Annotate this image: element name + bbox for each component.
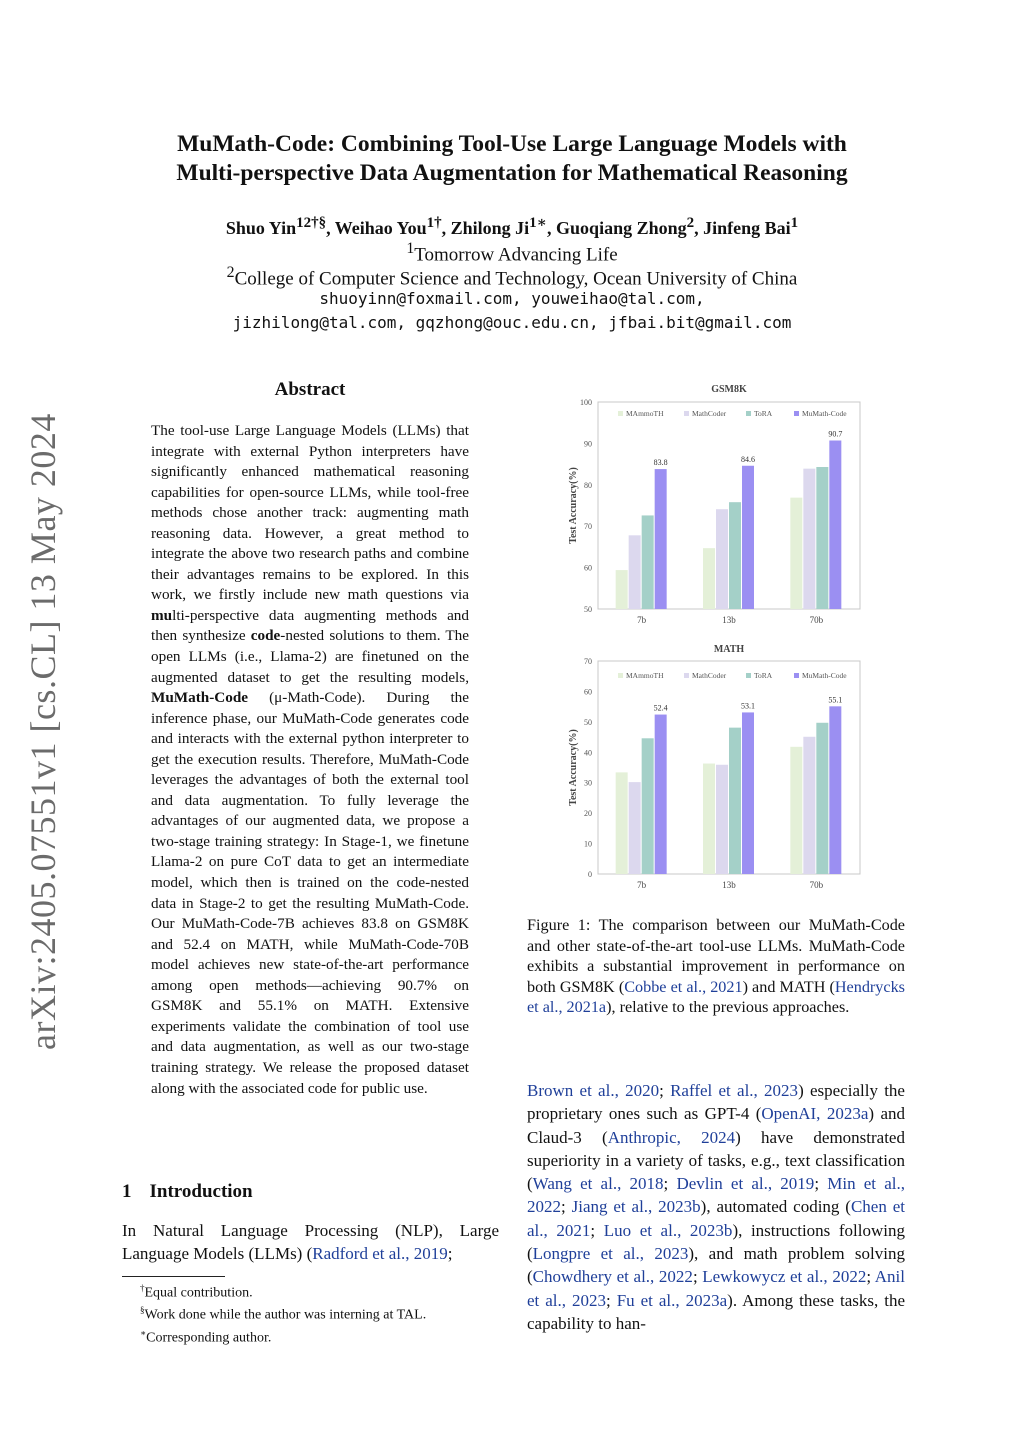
citation-link[interactable]: Longpre et al., 2023 <box>532 1244 689 1264</box>
gsm8k-chart <box>568 384 860 625</box>
bar-tora <box>642 515 654 609</box>
legend-swatch <box>794 673 799 678</box>
citation-link[interactable]: Anthropic, 2024 <box>607 1127 736 1147</box>
y-tick-label: 10 <box>584 839 592 849</box>
citation-link[interactable]: OpenAI, 2023a <box>761 1104 869 1124</box>
footnote-rule <box>122 1276 225 1277</box>
body-text: ), automated coding ( <box>700 1197 851 1217</box>
figure-caption <box>527 915 905 1018</box>
abstract-text: lti-perspective data augmenting methods and then synthesize <box>151 606 469 645</box>
y-axis-label: Test Accuracy(%) <box>568 467 579 544</box>
y-tick-label: 100 <box>580 398 592 407</box>
figure-1-charts <box>556 380 916 900</box>
footnotes <box>140 1280 500 1347</box>
author-name: Shuo Yin <box>225 218 297 238</box>
author-name: Weihao You <box>334 218 427 238</box>
citation-link[interactable]: Luo et al., 2023b <box>603 1220 733 1240</box>
footnote-mark: § <box>140 1305 145 1316</box>
bar-tora <box>642 738 654 874</box>
legend-swatch <box>746 411 751 416</box>
legend-label: MuMath-Code <box>802 671 847 680</box>
legend-swatch <box>684 411 689 416</box>
citation-link[interactable]: Anil et al., 2023 <box>527 1267 905 1310</box>
y-tick-label: 70 <box>584 522 592 532</box>
right-column-paragraph <box>527 1079 905 1335</box>
y-tick-label: 60 <box>584 687 592 697</box>
footnote-mark: † <box>140 1283 145 1293</box>
body-text: ) especially the proprietary ones such as GPT-4 ( <box>527 1081 905 1124</box>
body-text: ), instructions following ( <box>527 1220 905 1264</box>
body-text: ; <box>606 1290 617 1310</box>
legend-swatch <box>684 673 689 678</box>
intro-text: In Natural Language Processing (NLP), Large Language Models (LLMs) ( <box>122 1221 499 1264</box>
body-text: ), and math problem solving ( <box>527 1244 905 1287</box>
caption-text: ), relative to the previous approaches. <box>606 998 850 1017</box>
abstract-text: (μ-Math-Code). During the inference phase, our MuMath-Code generates code and interacts with the external python interpreter to get the execution results. Therefore, MuMath-Code leverages the advantages of both the external tool and data augmentation. To fully leverage the advantages of our augmented data, we propose a two-stage training strategy: In Stage-1, we finetune Llama-2 on pure CoT data to get an intermediate model, which then is trained on the code-nested data in Stage-2 to get the resulting MuMath-Code. Our MuMath-Code-7B achieves 83.8 on GSM8K and 52.4 on MATH, while MuMath-Code-70B model achieves new state-of-the-art performance among open methods—achieving 90.7% on GSM8K and 55.1% on MATH. Extensive experiments validate the combination of tool use and data augmentation, as well as our two-stage training strategy. We release the proposed dataset along with the associated code for public use. <box>151 689 469 1097</box>
bar-tora <box>729 502 741 609</box>
chart-title: GSM8K <box>711 384 747 395</box>
author-sup: 2 <box>686 215 695 231</box>
y-tick-label: 20 <box>584 809 592 819</box>
data-label: 83.8 <box>653 458 668 468</box>
data-label: 53.1 <box>741 701 755 711</box>
legend-label: ToRA <box>754 409 773 418</box>
legend-label: MAmmoTH <box>626 671 664 680</box>
body-text: ; <box>590 1220 604 1240</box>
bar-mathcoder <box>803 469 815 609</box>
data-label: 90.7 <box>828 429 843 439</box>
body-text: ; <box>561 1197 572 1217</box>
bar-mumath-code <box>829 441 841 609</box>
title-line-2: Multi-perspective Data Augmentation for Mathematical Reasoning <box>176 160 848 186</box>
body-text: ; <box>659 1081 671 1100</box>
section-heading <box>122 1181 253 1203</box>
footnote-mark: ∗ <box>140 1327 147 1338</box>
author-sup: 1∗ <box>529 215 548 231</box>
data-label: 55.1 <box>828 695 843 705</box>
citation-link[interactable]: Devlin et al., 2019 <box>676 1174 815 1194</box>
abstract-body <box>151 421 469 1099</box>
body-text: ; <box>814 1174 828 1194</box>
bar-mumath-code <box>742 466 754 609</box>
bar-mammoth <box>616 772 628 874</box>
bar-tora <box>729 728 741 874</box>
emails-line-1: shuoyinn@foxmail.com, youweihao@tal.com, <box>319 289 705 308</box>
abstract-bold: mu <box>151 606 173 624</box>
affiliation-text: College of Computer Science and Technology, Ocean University of China <box>234 268 798 290</box>
section-number: 1 <box>122 1181 132 1202</box>
abstract-bold: code <box>250 627 281 645</box>
chart-title: MATH <box>713 644 745 655</box>
legend-label: MathCoder <box>692 409 727 418</box>
citation-link[interactable]: Brown et al., 2020 <box>527 1081 660 1100</box>
author-sup: 1 <box>790 215 799 231</box>
y-tick-label: 80 <box>584 480 592 490</box>
bar-mathcoder <box>629 535 641 609</box>
data-label: 52.4 <box>653 703 668 713</box>
caption-text: Figure 1: The comparison between our MuMath-Code and other state-of-the-art tool-use LLMs. MuMath-Code exhibits a substantial improvement in performance on both GSM8K ( <box>527 916 905 996</box>
y-tick-label: 50 <box>584 717 592 727</box>
section-title: Introduction <box>149 1181 253 1202</box>
citation-link[interactable]: Raffel et al., 2023 <box>670 1081 799 1100</box>
body-text: ; <box>866 1267 875 1287</box>
abstract-bold: MuMath-Code <box>151 689 249 707</box>
citation-link[interactable]: Fu et al., 2023a <box>616 1290 728 1310</box>
body-text: ; <box>663 1174 677 1194</box>
citation-link[interactable]: Cobbe et al., 2021 <box>624 977 743 996</box>
bar-mammoth <box>790 498 802 609</box>
y-axis-label: Test Accuracy(%) <box>568 729 579 806</box>
citation-link[interactable]: Lewkowycz et al., 2022 <box>702 1267 867 1287</box>
bar-mammoth <box>790 747 802 874</box>
y-tick-label: 0 <box>588 870 592 879</box>
bar-mammoth <box>703 548 715 609</box>
citation-link[interactable]: Radford et al., 2019 <box>312 1244 448 1264</box>
bar-mathcoder <box>716 509 728 609</box>
author-list: Shuo Yin$^{12\dagger\S}$, Weihao You$^{1\dagger}$, Zhilong $Ji^{1∗}$, Guoqiang Zhong$^2$, Jinfeng Bai$^1$ <box>225 215 799 238</box>
bar-mumath-code <box>742 712 754 874</box>
bar-mathcoder <box>629 782 641 874</box>
emails-line-2: jizhilong@tal.com, gqzhong@ouc.edu.cn, jfbai.bit@gmail.com <box>232 313 792 332</box>
bar-tora <box>816 723 828 874</box>
author-name: Guoqiang Zhong <box>556 218 687 238</box>
legend-label: MathCoder <box>692 671 727 680</box>
footnote-text: Equal contribution. <box>144 1285 253 1301</box>
legend-label: ToRA <box>754 671 773 680</box>
bar-mammoth <box>703 764 715 874</box>
legend-swatch <box>794 411 799 416</box>
math-chart <box>568 644 860 890</box>
citation-link[interactable]: Min et al., 2022 <box>527 1174 905 1217</box>
footnote-text: Work done while the author was interning at TAL. <box>144 1308 427 1324</box>
title-line-1: MuMath-Code: Combining Tool-Use Large Language Models with <box>177 131 847 157</box>
body-text: ) have demonstrated superiority in a variety of tasks, e.g., text classification ( <box>527 1127 905 1194</box>
citation-link[interactable]: Hendrycks et al., 2021a <box>527 977 905 1017</box>
paper-title <box>0 130 1024 188</box>
y-tick-label: 50 <box>584 605 592 614</box>
y-tick-label: 40 <box>584 748 592 758</box>
bar-mumath-code <box>655 715 667 874</box>
intro-text: ; <box>447 1244 453 1264</box>
abstract-heading: Abstract <box>274 379 346 400</box>
affiliation-text: Tomorrow Advancing Life <box>414 244 618 266</box>
bar-mumath-code <box>655 469 667 609</box>
author-sup: 12†§ <box>296 215 327 231</box>
caption-text: ) and MATH ( <box>742 977 835 996</box>
x-tick-label: 13b <box>722 880 736 890</box>
x-tick-label: 7b <box>637 615 647 625</box>
intro-paragraph <box>122 1219 499 1266</box>
citation-link[interactable]: Jiang et al., 2023b <box>571 1197 701 1217</box>
body-text: ) and Claud-3 ( <box>527 1104 905 1147</box>
body-text: ). Among these tasks, the capability to han- <box>527 1290 905 1333</box>
bar-mathcoder <box>716 765 728 874</box>
affiliation-sup: 1 <box>406 240 415 257</box>
author-sup: 1† <box>426 215 442 231</box>
abstract-text: -nested solutions to them. The open LLMs (i.e., Llama-2) are finetuned on the augmented dataset to get the resulting models, <box>151 627 470 686</box>
bar-tora <box>816 467 828 609</box>
x-tick-label: 7b <box>637 880 647 890</box>
author-name: Zhilong Ji <box>450 218 530 238</box>
legend-swatch <box>618 411 623 416</box>
data-label: 84.6 <box>741 454 755 464</box>
y-tick-label: 30 <box>584 778 592 788</box>
x-tick-label: 70b <box>809 615 824 625</box>
abstract-text: The tool-use Large Language Models (LLMs) that integrate with external Python interpreters have significantly enhanced mathematical reasoning capabilities for open-source LLMs, while tool-free methods chose another track: augmenting math reasoning data. However, a great method to integrate the above two research paths and combine their advantages remains to be explored. In this work, we firstly include new math questions via <box>151 422 469 604</box>
legend-label: MAmmoTH <box>626 409 664 418</box>
x-tick-label: 13b <box>722 615 736 625</box>
arxiv-identifier: arXiv:2405.07551v1 [cs.CL] 13 May 2024 <box>23 413 63 1050</box>
citation-link[interactable]: Chen et al., 2021 <box>527 1197 906 1240</box>
legend-swatch <box>746 673 751 678</box>
y-tick-label: 70 <box>584 657 592 666</box>
y-tick-label: 90 <box>584 439 592 449</box>
legend-label: MuMath-Code <box>802 409 847 418</box>
footnote-text: Corresponding author. <box>146 1330 272 1346</box>
body-text: ; <box>692 1267 703 1287</box>
y-tick-label: 60 <box>584 563 592 573</box>
bar-mammoth <box>616 570 628 609</box>
citation-link[interactable]: Chowdhery et al., 2022 <box>532 1267 693 1287</box>
author-name: Jinfeng Bai <box>703 218 791 238</box>
x-tick-label: 70b <box>809 880 824 890</box>
citation-link[interactable]: Wang et al., 2018 <box>532 1174 664 1194</box>
bar-mathcoder <box>803 737 815 874</box>
affiliation-sup: 2 <box>226 264 235 281</box>
legend-swatch <box>618 673 623 678</box>
bar-mumath-code <box>829 706 841 874</box>
